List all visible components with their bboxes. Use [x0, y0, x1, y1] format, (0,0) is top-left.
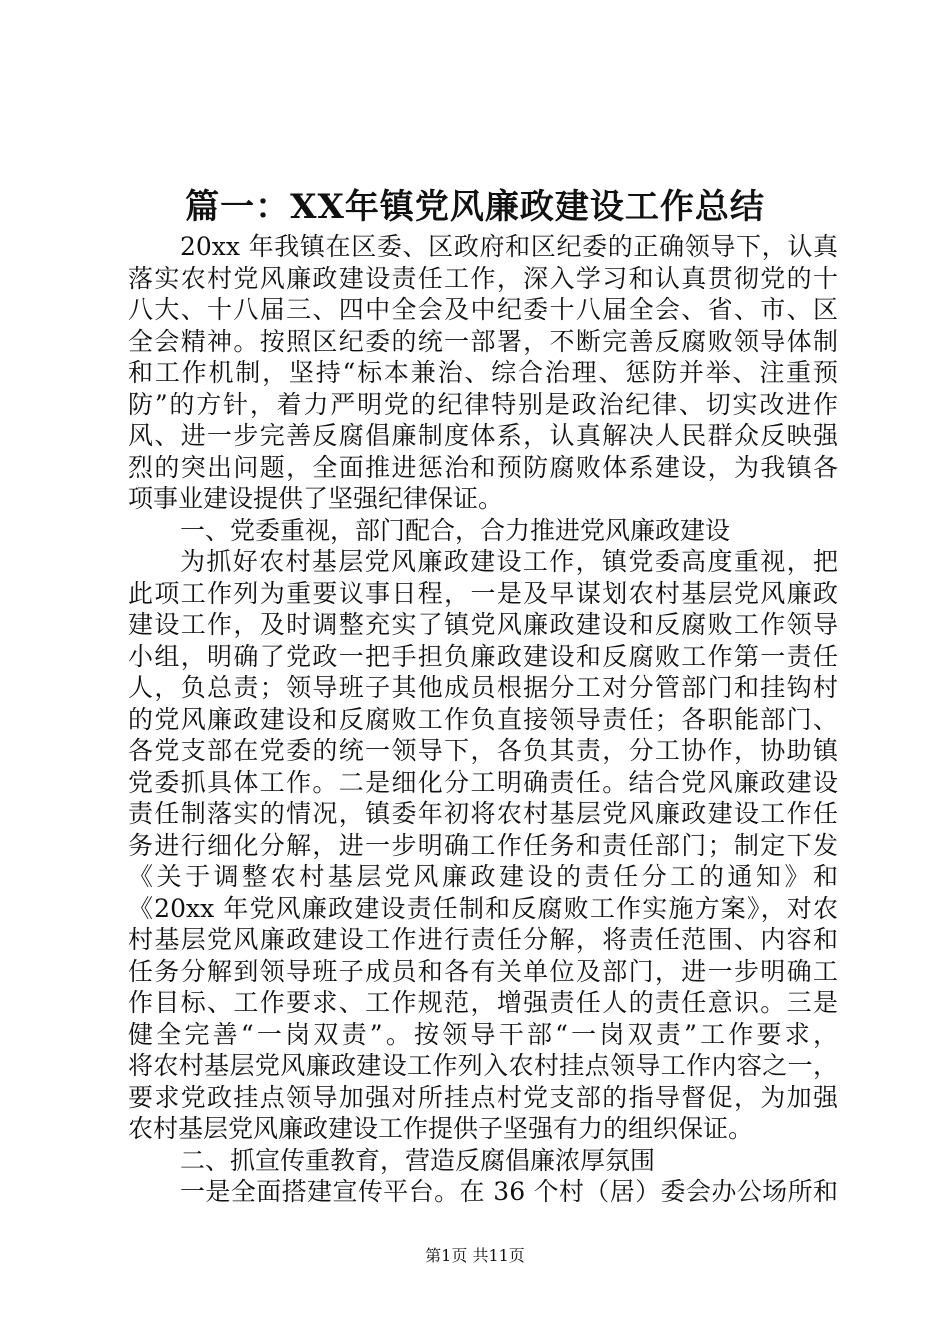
paragraph-line: 的党风廉政建设和反腐败工作负直接领导责任；各职能部门、 [128, 704, 838, 734]
document-body [128, 231, 838, 1208]
paragraph-line: 烈的突出问题，全面推进惩治和预防腐败体系建设，为我镇各 [128, 452, 838, 482]
paragraph-line: 为抓好农村基层党风廉政建设工作，镇党委高度重视，把 [180, 547, 838, 576]
paragraph-line: 责任制落实的情况，镇委年初将农村基层党风廉政建设工作任 [128, 799, 838, 828]
paragraph-line: 将农村基层党风廉政建设工作列入农村挂点领导工作内容之一， [128, 1051, 838, 1080]
paragraph-line: 各党支部在党委的统一领导下，各负其责，分工协作，协助镇 [128, 736, 838, 765]
paragraph-line: 人，负总责；领导班子其他成员根据分工对分管部门和挂钩村 [128, 673, 838, 702]
paragraph-line: 落实农村党风廉政建设责任工作，深入学习和认真贯彻党的十 [128, 263, 838, 293]
paragraph-line: 一是全面搭建宣传平台。在 36 个村（居）委会办公场所和 [180, 1177, 838, 1206]
paragraph-line: 全会精神。按照区纪委的统一部署，不断完善反腐败领导体制 [128, 326, 838, 356]
paragraph-line: 风、进一步完善反腐倡廉制度体系，认真解决人民群众反映强 [128, 421, 838, 450]
paragraph-line: 20xx 年我镇在区委、区政府和区纪委的正确领导下，认真 [180, 232, 838, 261]
paragraph-line: 党委抓具体工作。二是细化分工明确责任。结合党风廉政建设 [128, 767, 838, 797]
page-footer: 第1页 共11页 [425, 1246, 525, 1265]
paragraph-line: 村基层党风廉政建设工作进行责任分解，将责任范围、内容和 [128, 925, 838, 954]
paragraph-line: 和工作机制，坚持“标本兼治、综合治理、惩防并举、注重预 [128, 358, 838, 387]
section-heading: 一、党委重视，部门配合，合力推进党风廉政建设 [180, 515, 731, 545]
paragraph-line: 建设工作，及时调整充实了镇党风廉政建设和反腐败工作领导 [128, 610, 838, 639]
paragraph-line: 务进行细化分解，进一步明确工作任务和责任部门；制定下发 [128, 830, 838, 860]
paragraph-line: 项事业建设提供了坚强纪律保证。 [128, 484, 504, 513]
paragraph-line: 此项工作列为重要议事日程，一是及早谋划农村基层党风廉政 [128, 578, 838, 608]
paragraph-line: 农村基层党风廉政建设工作提供子坚强有力的组织保证。 [128, 1114, 754, 1143]
document-title: 篇一：XX年镇党风廉政建设工作总结 [185, 187, 765, 227]
paragraph-line: 要求党政挂点领导加强对所挂点村党支部的指导督促，为加强 [128, 1082, 838, 1112]
paragraph-line: 《关于调整农村基层党风廉政建设的责任分工的通知》和 [128, 862, 838, 891]
paragraph-line: 小组，明确了党政一把手担负廉政建设和反腐败工作第一责任 [128, 641, 838, 671]
paragraph-line: 作目标、工作要求、工作规范，增强责任人的责任意识。三是 [128, 988, 838, 1017]
paragraph-line: 《20xx 年党风廉政建设责任制和反腐败工作实施方案》，对农 [128, 893, 838, 923]
paragraph-line: 八大、十八届三、四中全会及中纪委十八届全会、省、市、区 [128, 295, 838, 324]
paragraph-line: 任务分解到领导班子成员和各有关单位及部门，进一步明确工 [128, 956, 838, 986]
paragraph-line: 健全完善“一岗双责”。按领导干部“一岗双责”工作要求， [128, 1019, 838, 1049]
paragraph-line: 防”的方针，着力严明党的纪律特别是政治纪律、切实改进作 [128, 389, 838, 419]
section-heading: 二、抓宣传重教育，营造反腐倡廉浓厚氛围 [180, 1145, 656, 1175]
